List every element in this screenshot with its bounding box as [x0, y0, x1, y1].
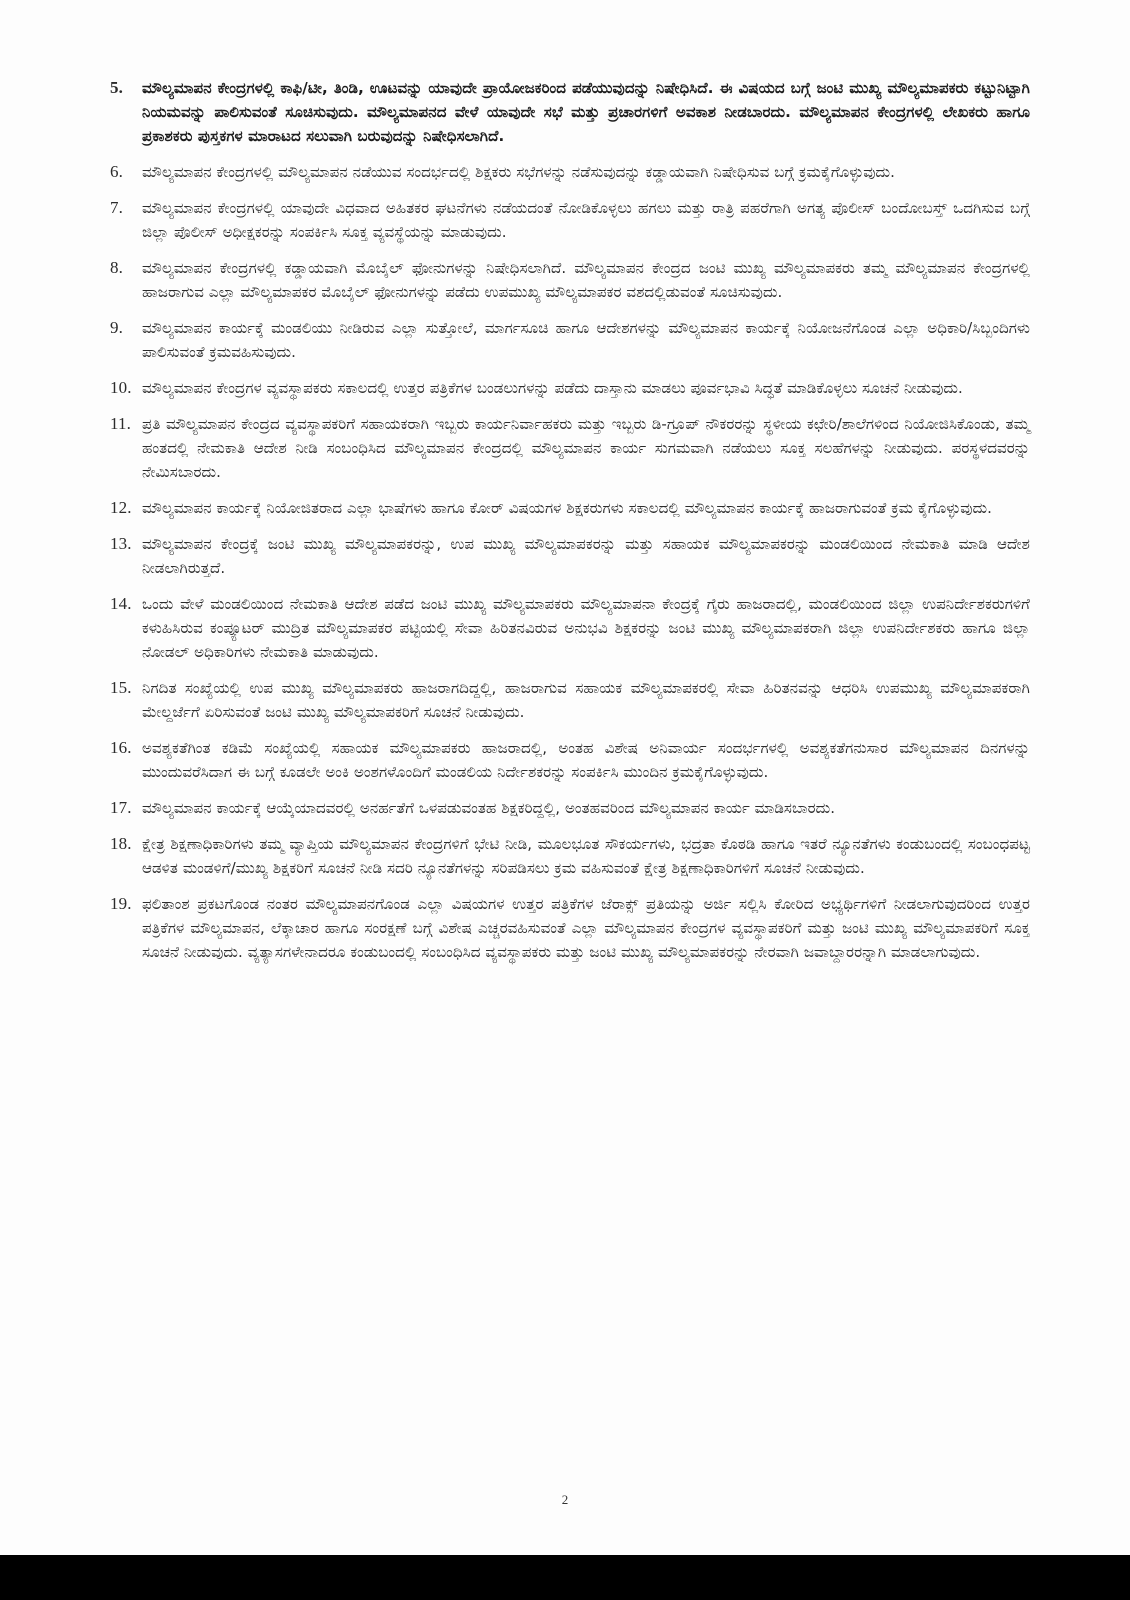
- list-item-13: [110, 532, 1030, 580]
- scan-bottom-band: [0, 1555, 1130, 1600]
- page-number: 2: [561, 1492, 569, 1507]
- item-text: ಮೌಲ್ಯಮಾಪನ ಕೇಂದ್ರಕ್ಕೆ ಜಂಟಿ ಮುಖ್ಯ ಮೌಲ್ಯಮಾಪಕರನ್ನು, ಉಪ ಮುಖ್ಯ ಮೌಲ್ಯಮಾಪಕರನ್ನು ಮತ್ತು ಸಹಾಯಕ ಮೌಲ್ಯಮಾಪಕರನ್ನು ಮಂಡಲಿಯಿಂದ ನೇಮಕಾತಿ ಮಾಡಿ ಆದೇಶ ನೀಡಲಾಗಿರುತ್ತದೆ.: [142, 535, 1030, 577]
- item-text: ಮೌಲ್ಯಮಾಪನ ಕಾರ್ಯಕ್ಕೆ ಆಯ್ಕೆಯಾದವರಲ್ಲಿ ಅನರ್ಹತೆಗೆ ಒಳಪಡುವಂತಹ ಶಿಕ್ಷಕರಿದ್ದಲ್ಲಿ, ಅಂತಹವರಿಂದ ಮೌಲ್ಯಮಾಪನ ಕಾರ್ಯ ಮಾಡಿಸಬಾರದು.: [142, 799, 836, 817]
- item-text: ಮೌಲ್ಯಮಾಪನ ಕೇಂದ್ರಗಳಲ್ಲಿ ಮೌಲ್ಯಮಾಪನ ನಡೆಯುವ ಸಂದರ್ಭದಲ್ಲಿ ಶಿಕ್ಷಕರು ಸಭೆಗಳನ್ನು ನಡೆಸುವುದನ್ನು ಕಡ್ಡಾಯವಾಗಿ ನಿಷೇಧಿಸುವ ಬಗ್ಗೆ ಕ್ರಮಕೈಗೊಳ್ಳುವುದು.: [142, 163, 895, 181]
- item-text: ಅವಶ್ಯಕತೆಗಿಂತ ಕಡಿಮೆ ಸಂಖ್ಯೆಯಲ್ಲಿ ಸಹಾಯಕ ಮೌಲ್ಯಮಾಪಕರು ಹಾಜರಾದಲ್ಲಿ, ಅಂತಹ ವಿಶೇಷ ಅನಿವಾರ್ಯ ಸಂದರ್ಭಗಳಲ್ಲಿ ಅವಶ್ಯಕತೆಗನುಸಾರ ಮೌಲ್ಯಮಾಪನ ದಿನಗಳನ್ನು ಮುಂದುವರೆಸಿದಾಗ ಈ ಬಗ್ಗೆ ಕೂಡಲೇ ಅಂಕಿ ಅಂಶಗಳೊಂದಿಗೆ ಮಂಡಲಿಯ ನಿರ್ದೇಶಕರನ್ನು ಸಂಪರ್ಕಿಸಿ ಮುಂದಿನ ಕ್ರಮಕೈಗೊಳ್ಳುವುದು.: [142, 739, 1030, 781]
- instruction-list: [110, 76, 1030, 976]
- list-item-17: [110, 796, 1030, 820]
- list-item-9: [110, 316, 1030, 364]
- item-text: ಫಲಿತಾಂಶ ಪ್ರಕಟಗೊಂಡ ನಂತರ ಮೌಲ್ಯಮಾಪನಗೊಂಡ ಎಲ್ಲಾ ವಿಷಯಗಳ ಉತ್ತರ ಪತ್ರಿಕೆಗಳ ಜೆರಾಕ್ಸ್ ಪ್ರತಿಯನ್ನು ಅರ್ಜಿ ಸಲ್ಲಿಸಿ ಕೋರಿದ ಅಭ್ಯರ್ಥಿಗಳಿಗೆ ನೀಡಲಾಗುವುದರಿಂದ ಉತ್ತರ ಪತ್ರಿಕೆಗಳ ಮೌಲ್ಯಮಾಪನ, ಲೆಕ್ಕಾಚಾರ ಹಾಗೂ ಸಂರಕ್ಷಣೆ ಬಗ್ಗೆ ವಿಶೇಷ ಎಚ್ಚರವಹಿಸುವಂತೆ ಎಲ್ಲಾ ಮೌಲ್ಯಮಾಪನ ಕೇಂದ್ರಗಳ ವ್ಯವಸ್ಥಾಪಕರಿಗೆ ಮತ್ತು ಜಂಟಿ ಮುಖ್ಯ ಮೌಲ್ಯಮಾಪಕರಿಗೆ ಸೂಕ್ತ ಸೂಚನೆ ನೀಡುವುದು. ವ್ಯತ್ಯಾಸಗಳೇನಾದರೂ ಕಂಡುಬಂದಲ್ಲಿ ಸಂಬಂಧಿಸಿದ ವ್ಯವಸ್ಥಾಪಕರು ಮತ್ತು ಜಂಟಿ ಮುಖ್ಯ ಮೌಲ್ಯಮಾಪಕರನ್ನು ನೇರವಾಗಿ ಜವಾಬ್ದಾರರನ್ನಾಗಿ ಮಾಡಲಾಗುವುದು.: [142, 895, 1030, 961]
- item-text: ಮೌಲ್ಯಮಾಪನ ಕಾರ್ಯಕ್ಕೆ ನಿಯೋಜಿತರಾದ ಎಲ್ಲಾ ಭಾಷೆಗಳು ಹಾಗೂ ಕೋರ್ ವಿಷಯಗಳ ಶಿಕ್ಷಕರುಗಳು ಸಕಾಲದಲ್ಲಿ ಮೌಲ್ಯಮಾಪನ ಕಾರ್ಯಕ್ಕೆ ಹಾಜರಾಗುವಂತೆ ಕ್ರಮ ಕೈಗೊಳ್ಳುವುದು.: [142, 499, 993, 517]
- item-number: 6.: [110, 162, 123, 181]
- item-number: 5.: [110, 78, 123, 97]
- item-number: 18.: [110, 834, 132, 853]
- list-item-14: [110, 592, 1030, 664]
- item-number: 9.: [110, 318, 123, 337]
- item-text: ಕ್ಷೇತ್ರ ಶಿಕ್ಷಣಾಧಿಕಾರಿಗಳು ತಮ್ಮ ವ್ಯಾಪ್ತಿಯ ಮೌಲ್ಯಮಾಪನ ಕೇಂದ್ರಗಳಿಗೆ ಭೇಟಿ ನೀಡಿ, ಮೂಲಭೂತ ಸೌಕರ್ಯಗಳು, ಭದ್ರತಾ ಕೊಠಡಿ ಹಾಗೂ ಇತರೆ ನ್ಯೂನತೆಗಳು ಕಂಡುಬಂದಲ್ಲಿ ಸಂಬಂಧಪಟ್ಟ ಆಡಳಿತ ಮಂಡಳಿಗೆ/ಮುಖ್ಯ ಶಿಕ್ಷಕರಿಗೆ ಸೂಚನೆ ನೀಡಿ ಸದರಿ ನ್ಯೂನತೆಗಳನ್ನು ಸರಿಪಡಿಸಲು ಕ್ರಮ ವಹಿಸುವಂತೆ ಕ್ಷೇತ್ರ ಶಿಕ್ಷಣಾಧಿಕಾರಿಗಳಿಗೆ ಸೂಚನೆ ನೀಡುವುದು.: [142, 835, 1030, 877]
- item-text: ಮೌಲ್ಯಮಾಪನ ಕೇಂದ್ರಗಳಲ್ಲಿ ಯಾವುದೇ ವಿಧವಾದ ಅಹಿತಕರ ಘಟನೆಗಳು ನಡೆಯದಂತೆ ನೋಡಿಕೊಳ್ಳಲು ಹಗಲು ಮತ್ತು ರಾತ್ರಿ ಪಹರೆಗಾಗಿ ಅಗತ್ಯ ಪೊಲೀಸ್ ಬಂದೋಬಸ್ತ್ ಒದಗಿಸುವ ಬಗ್ಗೆ ಜಿಲ್ಲಾ ಪೊಲೀಸ್ ಅಧೀಕ್ಷಕರನ್ನು ಸಂಪರ್ಕಿಸಿ ಸೂಕ್ತ ವ್ಯವಸ್ಥೆಯನ್ನು ಮಾಡುವುದು.: [142, 199, 1030, 241]
- list-item-10: [110, 376, 1030, 400]
- item-number: 15.: [110, 678, 132, 697]
- item-text: ನಿಗದಿತ ಸಂಖ್ಯೆಯಲ್ಲಿ ಉಪ ಮುಖ್ಯ ಮೌಲ್ಯಮಾಪಕರು ಹಾಜರಾಗದಿದ್ದಲ್ಲಿ, ಹಾಜರಾಗುವ ಸಹಾಯಕ ಮೌಲ್ಯಮಾಪಕರಲ್ಲಿ ಸೇವಾ ಹಿರಿತನವನ್ನು ಆಧರಿಸಿ ಉಪಮುಖ್ಯ ಮೌಲ್ಯಮಾಪಕರಾಗಿ ಮೇಲ್ದರ್ಜೆಗೆ ಏರಿಸುವಂತೆ ಜಂಟಿ ಮುಖ್ಯ ಮೌಲ್ಯಮಾಪಕರಿಗೆ ಸೂಚನೆ ನೀಡುವುದು.: [142, 679, 1030, 721]
- item-text: ಒಂದು ವೇಳೆ ಮಂಡಲಿಯಿಂದ ನೇಮಕಾತಿ ಆದೇಶ ಪಡೆದ ಜಂಟಿ ಮುಖ್ಯ ಮೌಲ್ಯಮಾಪಕರು ಮೌಲ್ಯಮಾಪನಾ ಕೇಂದ್ರಕ್ಕೆ ಗೈರು ಹಾಜರಾದಲ್ಲಿ, ಮಂಡಲಿಯಿಂದ ಜಿಲ್ಲಾ ಉಪನಿರ್ದೇಶಕರುಗಳಿಗೆ ಕಳುಹಿಸಿರುವ ಕಂಪ್ಯೂಟರ್ ಮುದ್ರಿತ ಮೌಲ್ಯಮಾಪಕರ ಪಟ್ಟಿಯಲ್ಲಿ ಸೇವಾ ಹಿರಿತನವಿರುವ ಅನುಭವಿ ಶಿಕ್ಷಕರನ್ನು ಜಂಟಿ ಮುಖ್ಯ ಮೌಲ್ಯಮಾಪಕರಾಗಿ ಜಿಲ್ಲಾ ಉಪನಿರ್ದೇಶಕರು ಹಾಗೂ ಜಿಲ್ಲಾ ನೋಡಲ್ ಅಧಿಕಾರಿಗಳು ನೇಮಕಾತಿ ಮಾಡುವುದು.: [142, 595, 1030, 661]
- list-item-19: [110, 892, 1030, 964]
- list-item-6: [110, 160, 1030, 184]
- list-item-8: [110, 256, 1030, 304]
- list-item-18: [110, 832, 1030, 880]
- list-item-7: [110, 196, 1030, 244]
- item-number: 11.: [110, 414, 131, 433]
- list-item-11: [110, 412, 1030, 484]
- item-number: 10.: [110, 378, 132, 397]
- list-item-16: [110, 736, 1030, 784]
- item-number: 7.: [110, 198, 123, 217]
- list-item-15: [110, 676, 1030, 724]
- item-text: ಮೌಲ್ಯಮಾಪನ ಕೇಂದ್ರಗಳಲ್ಲಿ ಕಡ್ಡಾಯವಾಗಿ ಮೊಬೈಲ್ ಫೋನುಗಳನ್ನು ನಿಷೇಧಿಸಲಾಗಿದೆ. ಮೌಲ್ಯಮಾಪನ ಕೇಂದ್ರದ ಜಂಟಿ ಮುಖ್ಯ ಮೌಲ್ಯಮಾಪಕರು ತಮ್ಮ ಮೌಲ್ಯಮಾಪನ ಕೇಂದ್ರಗಳಲ್ಲಿ ಹಾಜರಾಗುವ ಎಲ್ಲಾ ಮೌಲ್ಯಮಾಪಕರ ಮೊಬೈಲ್ ಫೋನುಗಳನ್ನು ಪಡೆದು ಉಪಮುಖ್ಯ ಮೌಲ್ಯಮಾಪಕರ ವಶದಲ್ಲಿಡುವಂತೆ ಸೂಚಿಸುವುದು.: [142, 259, 1030, 301]
- item-text: ಮೌಲ್ಯಮಾಪನ ಕಾರ್ಯಕ್ಕೆ ಮಂಡಲಿಯು ನೀಡಿರುವ ಎಲ್ಲಾ ಸುತ್ತೋಲೆ, ಮಾರ್ಗಸೂಚಿ ಹಾಗೂ ಆದೇಶಗಳನ್ನು ಮೌಲ್ಯಮಾಪನ ಕಾರ್ಯಕ್ಕೆ ನಿಯೋಜನೆಗೊಂಡ ಎಲ್ಲಾ ಅಧಿಕಾರಿ/ಸಿಬ್ಬಂದಿಗಳು ಪಾಲಿಸುವಂತೆ ಕ್ರಮವಹಿಸುವುದು.: [142, 319, 1030, 361]
- item-text: ಮೌಲ್ಯಮಾಪನ ಕೇಂದ್ರಗಳಲ್ಲಿ ಕಾಫಿ/ಟೀ, ತಿಂಡಿ, ಊಟವನ್ನು ಯಾವುದೇ ಪ್ರಾಯೋಜಕರಿಂದ ಪಡೆಯುವುದನ್ನು ನಿಷೇಧಿಸಿದೆ. ಈ ವಿಷಯದ ಬಗ್ಗೆ ಜಂಟಿ ಮುಖ್ಯ ಮೌಲ್ಯಮಾಪಕರು ಕಟ್ಟುನಿಟ್ಟಾಗಿ ನಿಯಮವನ್ನು ಪಾಲಿಸುವಂತೆ ಸೂಚಿಸುವುದು. ಮೌಲ್ಯಮಾಪನದ ವೇಳೆ ಯಾವುದೇ ಸಭೆ ಮತ್ತು ಪ್ರಚಾರಗಳಿಗೆ ಅವಕಾಶ ನೀಡಬಾರದು. ಮೌಲ್ಯಮಾಪನ ಕೇಂದ್ರಗಳಲ್ಲಿ ಲೇಖಕರು ಹಾಗೂ ಪ್ರಕಾಶಕರು ಪುಸ್ತಕಗಳ ಮಾರಾಟದ ಸಲುವಾಗಿ ಬರುವುದನ್ನು ನಿಷೇಧಿಸಲಾಗಿದೆ.: [142, 79, 1030, 145]
- item-number: 13.: [110, 534, 132, 553]
- list-item-5: [110, 76, 1030, 148]
- item-number: 19.: [110, 894, 132, 913]
- item-number: 16.: [110, 738, 132, 757]
- item-text: ಮೌಲ್ಯಮಾಪನ ಕೇಂದ್ರಗಳ ವ್ಯವಸ್ಥಾಪಕರು ಸಕಾಲದಲ್ಲಿ ಉತ್ತರ ಪತ್ರಿಕೆಗಳ ಬಂಡಲುಗಳನ್ನು ಪಡೆದು ದಾಸ್ತಾನು ಮಾಡಲು ಪೂರ್ವಭಾವಿ ಸಿದ್ಧತೆ ಮಾಡಿಕೊಳ್ಳಲು ಸೂಚನೆ ನೀಡುವುದು.: [142, 379, 963, 397]
- item-text: ಪ್ರತಿ ಮೌಲ್ಯಮಾಪನ ಕೇಂದ್ರದ ವ್ಯವಸ್ಥಾಪಕರಿಗೆ ಸಹಾಯಕರಾಗಿ ಇಬ್ಬರು ಕಾರ್ಯನಿರ್ವಾಹಕರು ಮತ್ತು ಇಬ್ಬರು ಡಿ-ಗ್ರೂಪ್ ನೌಕರರನ್ನು ಸ್ಥಳೀಯ ಕಛೇರಿ/ಶಾಲೆಗಳಿಂದ ನಿಯೋಜಿಸಿಕೊಂಡು, ತಮ್ಮ ಹಂತದಲ್ಲಿ ನೇಮಕಾತಿ ಆದೇಶ ನೀಡಿ ಸಂಬಂಧಿಸಿದ ಮೌಲ್ಯಮಾಪನ ಕೇಂದ್ರದಲ್ಲಿ ಮೌಲ್ಯಮಾಪನ ಕಾರ್ಯ ಸುಗಮವಾಗಿ ನಡೆಯಲು ಸೂಕ್ತ ಸಲಹೆಗಳನ್ನು ನೀಡುವುದು. ಪರಸ್ಥಳದವರನ್ನು ನೇಮಿಸಬಾರದು.: [142, 415, 1030, 481]
- item-number: 17.: [110, 798, 132, 817]
- item-number: 12.: [110, 498, 132, 517]
- item-number: 8.: [110, 258, 123, 277]
- list-item-12: [110, 496, 1030, 520]
- item-number: 14.: [110, 594, 132, 613]
